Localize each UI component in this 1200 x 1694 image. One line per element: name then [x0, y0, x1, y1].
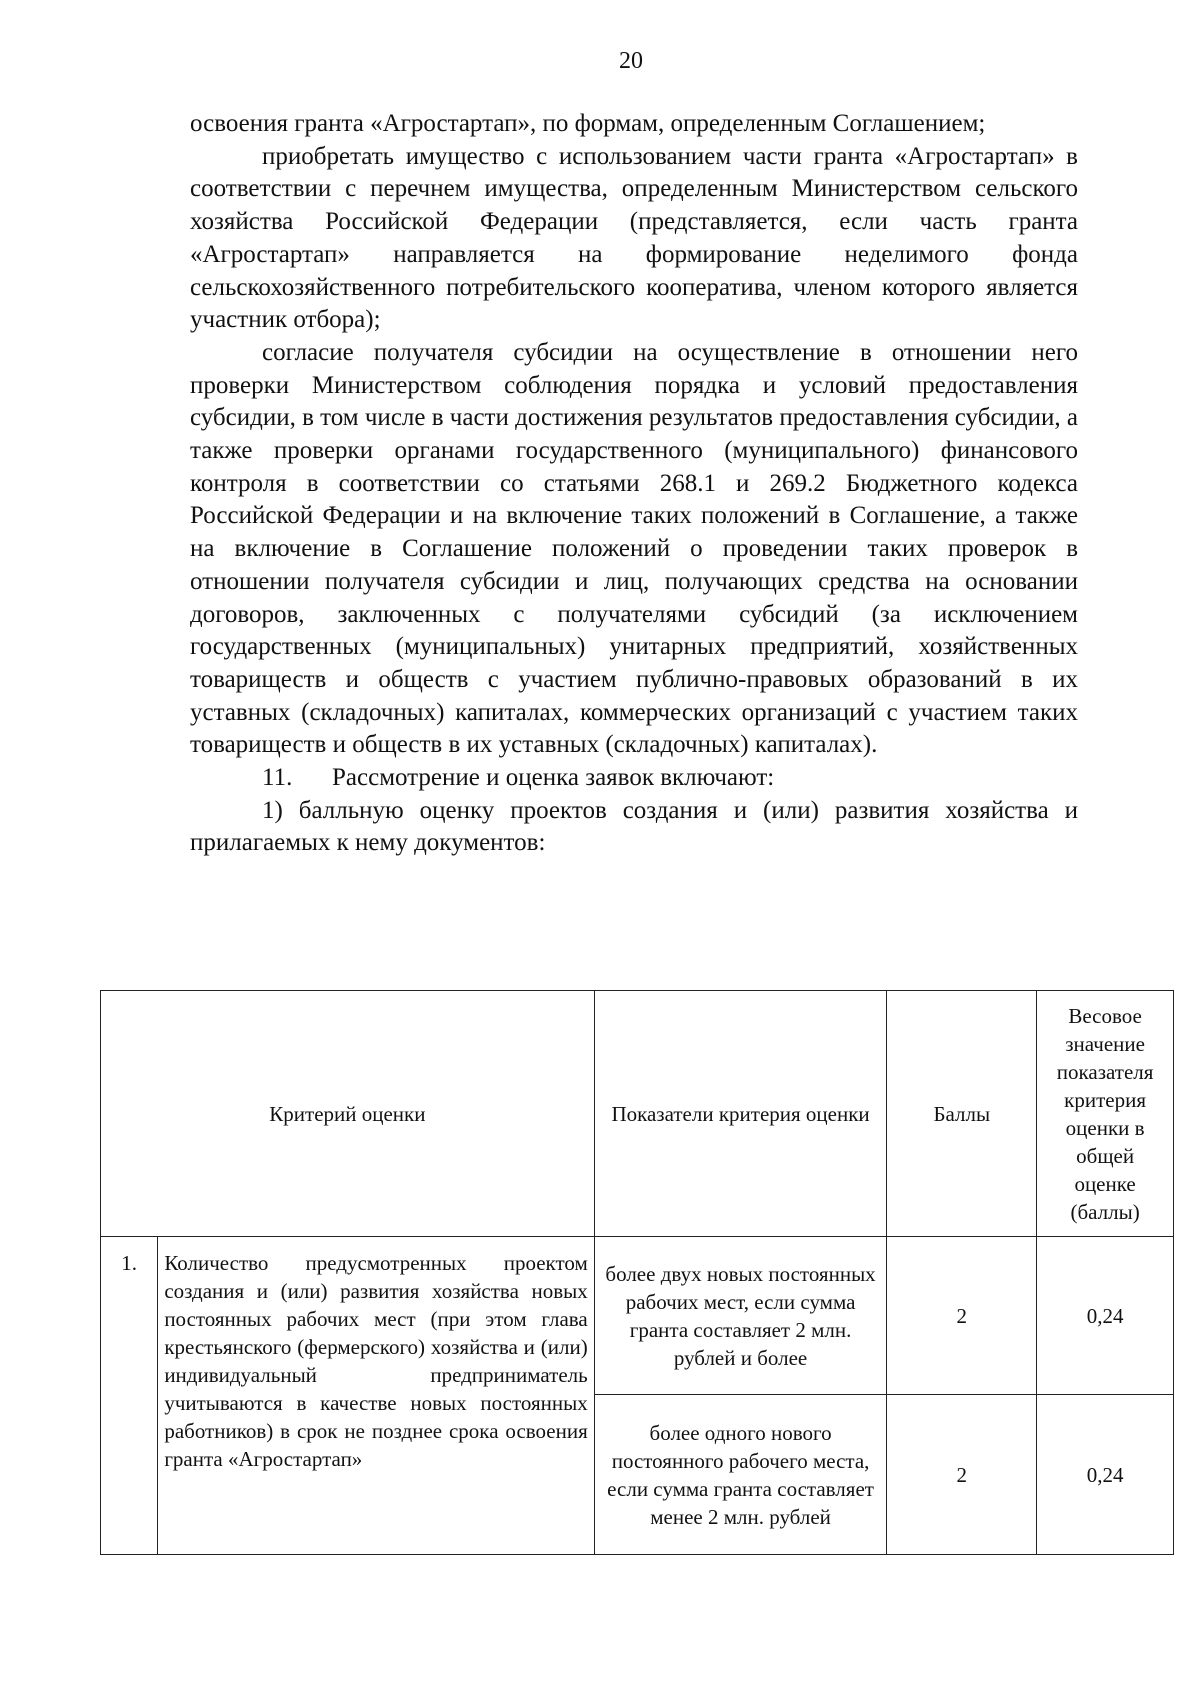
header-points: Баллы	[887, 991, 1037, 1237]
point-11	[190, 762, 1078, 795]
row-weight: 0,24	[1037, 1395, 1174, 1555]
paragraph-continuation: освоения гранта «Агростартап», по формам, определенным Соглашением;	[190, 110, 986, 137]
point-11-number: 11.	[262, 764, 293, 792]
row-points: 2	[887, 1395, 1037, 1555]
subpoint-1: 1) балльную оценку проектов создания и (или) развития хозяйства и прилагаемых к нему документов:	[190, 796, 1078, 857]
row-points: 2	[887, 1237, 1037, 1395]
header-criterion: Критерий оценки	[101, 991, 595, 1237]
row-criterion: Количество предусмотренных проектом создания и (или) развития хозяйства новых постоянных рабочих мест (при этом глава крестьянского (фермерского) хозяйства и (или) индивидуальный предприниматель учитываются в качестве новых постоянных работников) в срок не позднее срока освоения гранта «Агростартап»	[158, 1237, 594, 1555]
criteria-table	[100, 990, 1174, 1555]
paragraph-consent-to-audit: согласие получателя субсидии на осуществление в отношении него проверки Министерством соблюдения порядка и условий предоставления субсидии, в том числе в части достижения результатов предоставления субсидии, а также проверки органами государственного (муниципального) финансового контроля в соответствии со статьями 268.1 и 269.2 Бюджетного кодекса Российской Федерации и на включение таких положений в Соглашение, а также на включение в Соглашение положений о проведении таких проверок в отношении получателя субсидии и лиц, получающих средства на основании договоров, заключенных с получателями субсидий (за исключением государственных (муниципальных) унитарных предприятий, хозяйственных товариществ и обществ с участием публично-правовых образований в их уставных (складочных) капиталах, коммерческих организаций с участием таких товариществ и обществ в их уставных (складочных) капиталах).	[190, 338, 1078, 759]
table-row	[101, 1237, 1174, 1395]
row-number: 1.	[101, 1237, 158, 1555]
table-header-row	[101, 991, 1174, 1237]
paragraph-property-purchase: приобретать имущество с использованием части гранта «Агростартап» в соответствии с перечнем имущества, определенным Министерством сельского хозяйства Российской Федерации (представляется, если часть гранта «Агростартап» направляется на формирование неделимого фонда сельскохозяйственного потребительского кооператива, членом которого является участник отбора);	[190, 142, 1078, 334]
header-indicators: Показатели критерия оценки	[594, 991, 887, 1237]
point-11-text: Рассмотрение и оценка заявок включают:	[332, 764, 775, 792]
page-number: 20	[619, 48, 643, 74]
row-indicator: более одного нового постоянного рабочего места, если сумма гранта составляет менее 2 млн. рублей	[594, 1395, 887, 1555]
row-weight: 0,24	[1037, 1237, 1174, 1395]
row-indicator: более двух новых постоянных рабочих мест, если сумма гранта составляет 2 млн. рублей и более	[594, 1237, 887, 1395]
header-weight: Весовое значение показателя критерия оценки в общей оценке (баллы)	[1037, 991, 1174, 1237]
body-text	[190, 108, 1078, 860]
